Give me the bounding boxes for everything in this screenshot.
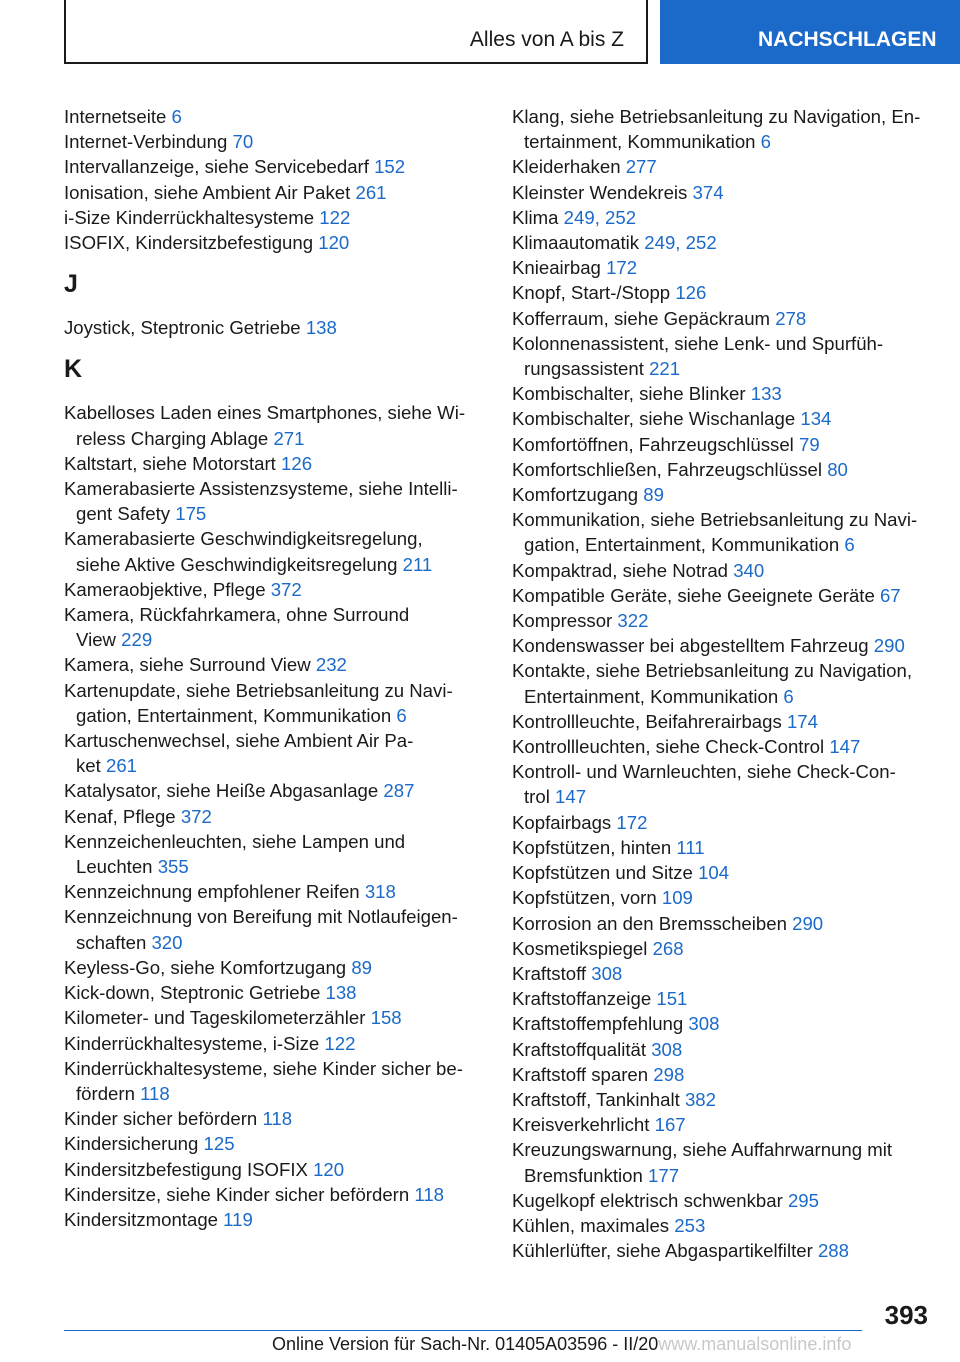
index-entry-term: Kennzeichnung empfohlener Reifen [64, 881, 360, 903]
page-reference-link[interactable]: 271 [273, 427, 305, 449]
index-entry [64, 526, 484, 576]
index-entry [512, 331, 942, 381]
page-reference-link[interactable]: 320 [151, 931, 183, 953]
page-reference-link[interactable]: 109 [661, 887, 693, 909]
page-reference-link[interactable]: 80 [827, 458, 848, 480]
page-reference-link[interactable]: 151 [656, 988, 688, 1010]
index-entry-term: Keyless-Go, siehe Komfortzugang [64, 956, 347, 978]
index-entry-term: Kombischalter, siehe Blinker [512, 383, 746, 405]
index-entry [512, 633, 942, 658]
index-entry [512, 1213, 942, 1238]
page-reference-link[interactable]: 322 [617, 610, 649, 632]
index-entry-term: Komfortschließen, Fahrzeugschlüssel [512, 458, 823, 480]
index-entry-term: Klang, siehe Betriebsanleitung zu Navigation, En- [512, 106, 921, 127]
page-reference-link[interactable]: 278 [775, 307, 807, 329]
page-reference-link[interactable]: 372 [180, 805, 212, 827]
page-reference-link[interactable]: 372 [270, 578, 302, 600]
index-entry-term: Kick-down, Steptronic Getriebe [64, 982, 321, 1004]
page-reference-link[interactable]: 147 [555, 786, 587, 808]
index-entry [512, 558, 942, 583]
index-entry-term: Internetseite [64, 106, 167, 127]
page-reference-link[interactable]: 308 [651, 1038, 683, 1060]
index-entry-term: Kopfstützen, hinten [512, 836, 672, 858]
index-entry-term: gation, Entertainment, Kommunikation [76, 704, 392, 726]
page-reference-link[interactable]: 134 [800, 408, 832, 430]
index-entry [64, 829, 484, 879]
index-entry [64, 652, 484, 677]
page-reference-link[interactable]: 308 [688, 1013, 720, 1035]
page-reference-link[interactable]: 118 [262, 1108, 293, 1130]
index-entry [512, 608, 942, 633]
index-entry-term: Leuchten [76, 856, 153, 878]
page-reference-link[interactable]: 290 [792, 912, 824, 934]
page-reference-link[interactable]: 89 [351, 956, 373, 978]
index-letter-heading: K [64, 355, 83, 384]
page-reference-link[interactable]: 147 [829, 736, 861, 758]
index-entry [512, 104, 942, 154]
page-reference-link[interactable]: 126 [281, 452, 313, 474]
index-entry-term: Kühlen, maximales [512, 1214, 670, 1236]
index-entry-term: Kraftstoffqualität [512, 1038, 647, 1060]
index-entry-term: gent Safety [76, 503, 171, 525]
page-reference-link[interactable]: 125 [203, 1133, 235, 1155]
footer-line [272, 1334, 851, 1355]
index-entry-term: Kontrollleuchten, siehe Check-Control [512, 736, 825, 758]
index-entry-term: Kontakte, siehe Betriebsanleitung zu Navigation, [512, 660, 913, 682]
page-reference-link[interactable]: 211 [402, 553, 433, 575]
index-entry-term: Kennzeichenleuchten, siehe Lampen und [64, 830, 406, 852]
index-entry [64, 315, 484, 340]
index-entry-term: Komfortöffnen, Fahrzeugschlüssel [512, 433, 794, 455]
footer-rule [64, 1330, 862, 1331]
index-entry [64, 904, 484, 954]
index-entry-term: Kleinster Wendekreis [512, 181, 688, 203]
index-entry-term: Kopfstützen und Sitze [512, 862, 693, 884]
index-entry [512, 1137, 942, 1187]
page-reference-link[interactable]: 308 [591, 962, 623, 984]
page-reference-link[interactable]: 249, 252 [644, 232, 717, 254]
index-entry-term: Kartuschenwechsel, siehe Ambient Air Pa- [64, 730, 414, 752]
page-reference-link[interactable]: 290 [873, 635, 905, 657]
index-entry-term: Kartenupdate, siehe Betriebsanleitung zu Navi- [64, 679, 453, 701]
index-entry-term: Kaltstart, siehe Motorstart [64, 452, 276, 474]
index-entry [512, 911, 942, 936]
index-entry [512, 1062, 942, 1087]
page-reference-link[interactable]: 382 [684, 1088, 716, 1110]
index-entry [64, 980, 484, 1005]
index-entry [512, 381, 942, 406]
index-entry [512, 1087, 942, 1112]
page-reference-link[interactable]: 70 [232, 131, 254, 153]
index-entry-term: fördern [76, 1082, 135, 1104]
page-reference-link[interactable]: 79 [798, 433, 820, 455]
page-reference-link[interactable]: 374 [692, 181, 724, 203]
index-entry [512, 205, 942, 230]
page-reference-link[interactable]: 249, 252 [563, 206, 637, 228]
page-reference-link[interactable]: 122 [324, 1032, 356, 1054]
index-entry [512, 255, 942, 280]
page-reference-link[interactable]: 6 [396, 704, 407, 726]
index-entry-term: Kolonnenassistent, siehe Lenk- und Spurfüh- [512, 332, 884, 354]
index-entry [64, 602, 484, 652]
page-reference-link[interactable]: 340 [733, 559, 765, 581]
index-entry [512, 154, 942, 179]
index-entry-term: Kosmetikspiegel [512, 937, 648, 959]
index-entry [512, 1188, 942, 1213]
index-entry-term: Kompressor [512, 610, 613, 632]
page-reference-link[interactable]: 6 [760, 131, 772, 153]
index-entry [64, 1207, 484, 1232]
index-entry-term: ISOFIX, Kindersitzbefestigung [64, 232, 314, 254]
index-entry [64, 230, 484, 255]
index-entry-term: Kamera, Rückfahrkamera, ohne Surround [64, 604, 410, 626]
page-reference-link[interactable]: 6 [783, 685, 794, 707]
page-reference-link[interactable]: 122 [319, 206, 351, 228]
index-entry [64, 129, 484, 154]
page-number: 393 [884, 1300, 928, 1330]
page-reference-link[interactable]: 298 [653, 1063, 685, 1085]
index-entry-term: Kameraobjektive, Pflege [64, 578, 266, 600]
index-letter-heading: J [64, 270, 78, 299]
index-entry [64, 205, 484, 230]
page-reference-link[interactable]: 6 [171, 106, 182, 127]
index-entry-term: Intervallanzeige, siehe Servicebedarf [64, 156, 369, 178]
index-entry [64, 1056, 484, 1106]
index-entry-term: Kombischalter, siehe Wischanlage [512, 408, 796, 430]
index-entry-term: Kindersitzmontage [64, 1208, 218, 1230]
index-entry-term: View [76, 629, 116, 651]
index-entry-term: Joystick, Steptronic Getriebe [64, 317, 301, 339]
page-reference-link[interactable]: 133 [750, 383, 782, 405]
index-entry [512, 507, 942, 557]
index-entry [64, 1182, 484, 1207]
index-entry [64, 955, 484, 980]
index-entry-term: Ionisation, siehe Ambient Air Paket [64, 181, 351, 203]
index-entry-term: gation, Entertainment, Kommunikation [524, 534, 840, 556]
page-reference-link[interactable]: 221 [649, 358, 681, 380]
index-entry-term: Kondenswasser bei abgestelltem Fahrzeug [512, 635, 869, 657]
index-entry [512, 1011, 942, 1036]
index-entry [64, 1157, 484, 1182]
index-entry [512, 583, 942, 608]
index-entry-term: Kraftstoffempfehlung [512, 1013, 684, 1035]
index-entry-term: schaften [76, 931, 147, 953]
index-entry [512, 709, 942, 734]
index-entry [512, 230, 942, 255]
page-reference-link[interactable]: 253 [674, 1214, 706, 1236]
page-reference-link[interactable]: 158 [370, 1007, 402, 1029]
index-entry [512, 658, 942, 708]
index-entry [64, 804, 484, 829]
index-entry-term: Kindersicherung [64, 1133, 199, 1155]
page-reference-link[interactable]: 287 [383, 780, 415, 802]
index-entry-term: Kompaktrad, siehe Notrad [512, 559, 729, 581]
index-entry [512, 835, 942, 860]
index-entry-term: Knopf, Start-/Stopp [512, 282, 671, 304]
page-reference-link[interactable]: 232 [315, 654, 347, 676]
index-entry-term: Katalysator, siehe Heiße Abgasanlage [64, 780, 379, 802]
index-entry [512, 986, 942, 1011]
index-entry [64, 154, 484, 179]
index-entry [512, 306, 942, 331]
index-entry-term: Kommunikation, siehe Betriebsanleitung zu Navi- [512, 509, 918, 531]
section-title: Alles von A bis Z [469, 28, 624, 51]
index-entry [512, 482, 942, 507]
index-entry [64, 1031, 484, 1056]
index-entry-term: Kamerabasierte Geschwindigkeitsregelung, [64, 528, 423, 550]
index-entry [512, 961, 942, 986]
chapter-tab: NACHSCHLAGEN [660, 0, 960, 64]
index-entry-term: tertainment, Kommunikation [524, 131, 756, 153]
index-entry-term: Kinderrückhaltesysteme, siehe Kinder sicher be- [64, 1057, 463, 1079]
index-entry-term: siehe Aktive Geschwindigkeitsregelung [76, 553, 398, 575]
index-entry [64, 778, 484, 803]
index-entry-term: Kenaf, Pflege [64, 805, 176, 827]
page-reference-link[interactable]: 172 [606, 257, 638, 279]
index-entry-term: Kleiderhaken [512, 156, 621, 178]
index-entry [512, 432, 942, 457]
page-reference-link[interactable]: 89 [643, 484, 664, 506]
index-entry-term: Kennzeichnung von Bereifung mit Notlaufeigen- [64, 906, 458, 928]
index-entry [512, 936, 942, 961]
page-reference-link[interactable]: 277 [625, 156, 657, 178]
index-entry-term: Bremsfunktion [524, 1164, 643, 1186]
watermark-text: www.manualsonline.info [658, 1334, 852, 1354]
page-reference-link[interactable]: 261 [355, 181, 387, 203]
index-entry [64, 728, 484, 778]
index-entry [64, 1106, 484, 1131]
index-entry-term: Kopfairbags [512, 811, 612, 833]
index-entry-term: Komfortzugang [512, 484, 639, 506]
index-entry-term: Kraftstoff sparen [512, 1063, 649, 1085]
index-entry [64, 1131, 484, 1156]
index-entry-term: Kugelkopf elektrisch schwenkbar [512, 1189, 783, 1211]
index-entry [64, 678, 484, 728]
index-entry-term: Kinder sicher befördern [64, 1108, 258, 1130]
index-entry [512, 810, 942, 835]
index-entry [64, 400, 484, 450]
page-reference-link[interactable]: 6 [844, 534, 855, 556]
page-reference-link[interactable]: 119 [223, 1208, 253, 1230]
index-entry [64, 451, 484, 476]
page-reference-link[interactable]: 111 [676, 836, 705, 858]
online-version-text: Online Version für Sach-Nr. 01405A03596 - II/20 [272, 1334, 659, 1354]
index-entry [64, 104, 484, 129]
page-reference-link[interactable]: 167 [654, 1114, 686, 1136]
index-entry-term: Kreisverkehrlicht [512, 1114, 650, 1136]
page-reference-link[interactable]: 104 [698, 862, 730, 884]
index-entry [512, 734, 942, 759]
index-entry-term: Korrosion an den Bremsscheiben [512, 912, 787, 934]
index-entry-term: Kamera, siehe Surround View [64, 654, 311, 676]
index-entry-term: Entertainment, Kommunikation [524, 685, 779, 707]
index-entry-term: Kontroll- und Warnleuchten, siehe Check-Con- [512, 761, 896, 783]
page-reference-link[interactable]: 177 [648, 1164, 680, 1186]
index-entry [64, 180, 484, 205]
index-entry-term: Klima [512, 206, 559, 228]
index-entry [512, 280, 942, 305]
index-entry [64, 1005, 484, 1030]
index-entry-term: ket [76, 755, 101, 777]
page-reference-link[interactable]: 152 [374, 156, 406, 178]
page-reference-link[interactable]: 174 [786, 710, 818, 732]
index-entry-term: Kraftstoff [512, 962, 587, 984]
index-column-left [64, 104, 484, 1232]
page-reference-link[interactable]: 355 [157, 856, 189, 878]
index-entry-term: Kühlerlüfter, siehe Abgaspartikelfilter [512, 1240, 813, 1262]
index-entry [512, 860, 942, 885]
index-entry-term: Kraftstoffanzeige [512, 988, 652, 1010]
index-entry-term: rungsassistent [524, 358, 644, 380]
index-entry-term: Kofferraum, siehe Gepäckraum [512, 307, 771, 329]
page-reference-link[interactable]: 126 [675, 282, 707, 304]
index-entry-term: Kabelloses Laden eines Smartphones, siehe Wi- [64, 402, 466, 424]
index-entry-term: Kopfstützen, vorn [512, 887, 657, 909]
page-reference-link[interactable]: 295 [787, 1189, 819, 1211]
index-entry [512, 885, 942, 910]
index-column-right [512, 104, 942, 1263]
index-entry-term: Kinderrückhaltesysteme, i-Size [64, 1032, 320, 1054]
page-reference-link[interactable]: 261 [105, 755, 138, 777]
header-section-box [64, 0, 648, 64]
page-reference-link[interactable]: 318 [364, 881, 396, 903]
index-entry [512, 1238, 942, 1263]
page-reference-link[interactable]: 120 [313, 1158, 345, 1180]
index-entry [512, 406, 942, 431]
index-entry-term: Kindersitze, siehe Kinder sicher befördern [64, 1183, 410, 1205]
index-entry-term: Kreuzungswarnung, siehe Auffahrwarnung mit [512, 1139, 893, 1161]
index-entry-term: reless Charging Ablage [76, 427, 269, 449]
index-entry-term: Klimaautomatik [512, 232, 640, 254]
page-reference-link[interactable]: 138 [325, 982, 357, 1004]
index-entry-term: Knieairbag [512, 257, 601, 279]
page-reference-link[interactable]: 288 [817, 1240, 849, 1262]
index-entry-term: i-Size Kinderrückhaltesysteme [64, 206, 315, 228]
index-entry [512, 457, 942, 482]
page-reference-link[interactable]: 120 [318, 232, 350, 254]
index-entry [512, 1112, 942, 1137]
page-reference-link[interactable]: 229 [121, 629, 153, 651]
index-entry-term: Kilometer- und Tageskilometerzähler [64, 1007, 366, 1029]
index-entry [512, 759, 942, 809]
page-reference-link[interactable]: 67 [879, 584, 901, 606]
index-entry-term: Kraftstoff, Tankinhalt [512, 1088, 680, 1110]
page-reference-link[interactable]: 268 [652, 937, 684, 959]
index-entry-term: Kindersitzbefestigung ISOFIX [64, 1158, 308, 1180]
index-entry [512, 180, 942, 205]
index-entry [64, 879, 484, 904]
page-reference-link[interactable]: 175 [175, 503, 207, 525]
index-entry-term: Kamerabasierte Assistenzsysteme, siehe Intelli- [64, 478, 458, 500]
page-reference-link[interactable]: 138 [305, 317, 337, 339]
index-entry-term: Kompatible Geräte, siehe Geeignete Geräte [512, 584, 875, 606]
index-entry [512, 1037, 942, 1062]
page-reference-link[interactable]: 118 [414, 1183, 445, 1205]
index-entry-term: Kontrollleuchte, Beifahrerairbags [512, 710, 782, 732]
index-entry-term: trol [524, 786, 550, 808]
page-reference-link[interactable]: 172 [616, 811, 648, 833]
index-entry [64, 476, 484, 526]
index-entry [64, 577, 484, 602]
page-reference-link[interactable]: 118 [140, 1082, 170, 1104]
index-entry-term: Internet-Verbindung [64, 131, 228, 153]
